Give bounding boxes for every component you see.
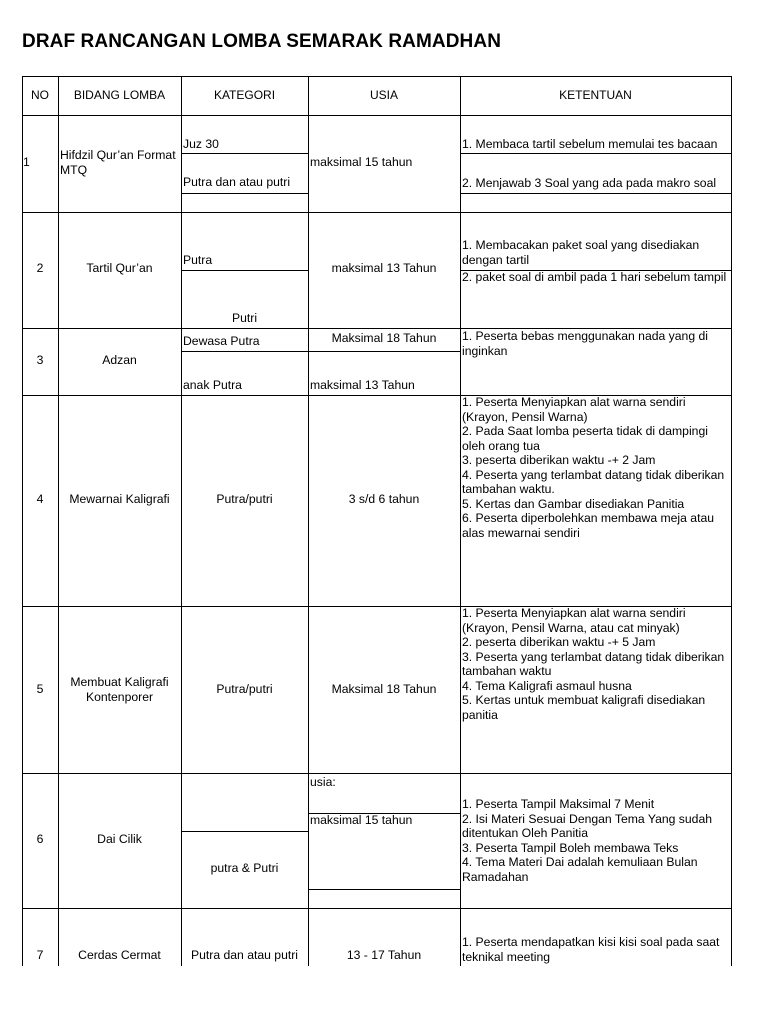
table-border xyxy=(22,773,732,774)
row-4-bidang: Mewarnai Kaligrafi xyxy=(69,492,170,506)
row-3-usia-2: maksimal 13 Tahun xyxy=(310,378,415,392)
document-title: DRAF RANCANGAN LOMBA SEMARAK RAMADHAN xyxy=(22,31,502,52)
row-1-no: 1 xyxy=(23,155,30,169)
row-5-bidang: Membuat Kaligrafi Kontenporer xyxy=(70,675,169,704)
row-6-ketentuan-4: 4. Tema Materi Dai adalah kemuliaan Bulan Ramadahan xyxy=(462,855,698,884)
table-border xyxy=(460,193,732,194)
table-border xyxy=(181,831,309,832)
row-4-ketentuan-2: 2. Pada Saat lomba peserta tidak di dampingi oleh orang tua xyxy=(462,424,708,453)
table-border xyxy=(181,270,309,271)
table-border xyxy=(460,76,461,966)
row-6-ketentuan-1: 1. Peserta Tampil Maksimal 7 Menit xyxy=(462,797,655,811)
row-4-usia: 3 s/d 6 tahun xyxy=(348,492,420,506)
row-3-bidang: Adzan xyxy=(102,353,137,367)
row-6-ketentuan-list xyxy=(462,797,730,884)
row-4-ketentuan-list xyxy=(462,395,730,540)
row-4-no: 4 xyxy=(36,492,44,506)
row-4-ketentuan-3: 3. peserta diberikan waktu -+ 2 Jam xyxy=(462,453,656,467)
row-3-ketentuan-1: 1. Peserta bebas menggunakan nada yang di inginkan xyxy=(462,329,708,358)
table-border xyxy=(181,153,309,154)
row-3-kategori-2: anak Putra xyxy=(183,378,242,392)
header-bidang-lomba: BIDANG LOMBA xyxy=(73,88,166,102)
header-kategori: KATEGORI xyxy=(213,88,276,102)
row-4-ketentuan-4: 4. Peserta yang terlambat datang tidak diberikan tambahan waktu. xyxy=(462,467,725,496)
row-5-ketentuan-3: 3. Peserta yang terlambat datang tidak diberikan tambahan waktu xyxy=(462,649,725,678)
row-3-usia-1: Maksimal 18 Tahun xyxy=(331,331,437,345)
row-2-kategori-2: Putri xyxy=(232,311,258,325)
row-4-ketentuan-6: 6. Peserta diperbolehkan membawa meja atau alas mewarnai sendiri xyxy=(462,511,715,540)
row-5-usia: Maksimal 18 Tahun xyxy=(331,682,437,696)
row-6-no: 6 xyxy=(36,832,44,846)
row-1-ketentuan-2: 2. Menjawab 3 Soal yang ada pada makro soal xyxy=(462,176,717,190)
row-1-usia: maksimal 15 tahun xyxy=(310,155,413,169)
row-7-bidang: Cerdas Cermat xyxy=(78,948,161,962)
row-5-ketentuan-2: 2. peserta diberikan waktu -+ 5 Jam xyxy=(462,635,656,649)
row-5-ketentuan-4: 4. Tema Kaligrafi asmaul husna xyxy=(462,678,632,693)
row-7-usia: 13 - 17 Tahun xyxy=(346,948,422,962)
table-border xyxy=(181,351,461,352)
header-ketentuan: KETENTUAN xyxy=(559,88,632,102)
row-2-no: 2 xyxy=(36,261,44,275)
row-3-kategori-1: Dewasa Putra xyxy=(183,334,260,348)
row-2-ketentuan-1: 1. Membacakan paket soal yang disediakan dengan tartil xyxy=(462,238,700,267)
row-5-kategori: Putra/putri xyxy=(216,682,273,696)
header-usia: USIA xyxy=(369,88,398,102)
table-border xyxy=(308,76,309,966)
row-1-kategori-2: Putra dan atau putri xyxy=(183,175,291,189)
table-border xyxy=(181,193,309,194)
row-7-kategori: Putra dan atau putri xyxy=(190,948,299,962)
row-6-usia-label: usia: xyxy=(310,775,336,789)
row-5-ketentuan-1: 1. Peserta Menyiapkan alat warna sendiri (Krayon, Pensil Warna, atau cat minyak) xyxy=(462,606,686,635)
table-border xyxy=(22,908,732,909)
row-3-no: 3 xyxy=(36,353,44,367)
row-5-ketentuan-list xyxy=(462,606,730,722)
table-border xyxy=(308,889,461,890)
row-2-ketentuan-2: 2. paket soal di ambil pada 1 hari sebelum tampil xyxy=(462,270,727,284)
row-4-kategori: Putra/putri xyxy=(216,492,273,506)
row-1-kategori-1: Juz 30 xyxy=(183,137,219,151)
row-6-usia-value: maksimal 15 tahun xyxy=(310,813,413,827)
table-border xyxy=(731,76,732,966)
table-border xyxy=(22,76,732,77)
row-2-usia: maksimal 13 Tahun xyxy=(331,261,437,275)
row-7-ketentuan-1: 1. Peserta mendapatkan kisi kisi soal pada saat teknikal meeting xyxy=(462,935,720,964)
row-6-ketentuan-2: 2. Isi Materi Sesuai Dengan Tema Yang sudah ditentukan Oleh Panitia xyxy=(462,811,712,840)
row-1-bidang: Hifdzil Qur’an Format MTQ xyxy=(60,148,176,177)
row-6-kategori: putra & Putri xyxy=(210,861,279,875)
table-border xyxy=(22,212,732,213)
header-no: NO xyxy=(31,88,49,102)
row-7-no: 7 xyxy=(36,948,44,962)
table-border xyxy=(22,115,732,116)
table-border xyxy=(181,76,182,966)
row-5-no: 5 xyxy=(36,682,44,696)
row-4-ketentuan-1: 1. Peserta Menyiapkan alat warna sendiri (Krayon, Pensil Warna) xyxy=(462,395,686,424)
row-5-ketentuan-5: 5. Kertas untuk membuat kaligrafi disediakan panitia xyxy=(462,693,706,722)
row-2-bidang: Tartil Qur’an xyxy=(86,261,153,275)
row-6-bidang: Dai Cilik xyxy=(97,832,142,846)
row-6-ketentuan-3: 3. Peserta Tampil Boleh membawa Teks xyxy=(462,840,679,855)
row-2-kategori-1: Putra xyxy=(183,253,213,267)
table-border xyxy=(460,153,732,154)
row-1-ketentuan-1: 1. Membaca tartil sebelum memulai tes bacaan xyxy=(462,137,718,151)
row-4-ketentuan-5: 5. Kertas dan Gambar disediakan Panitia xyxy=(462,496,685,511)
